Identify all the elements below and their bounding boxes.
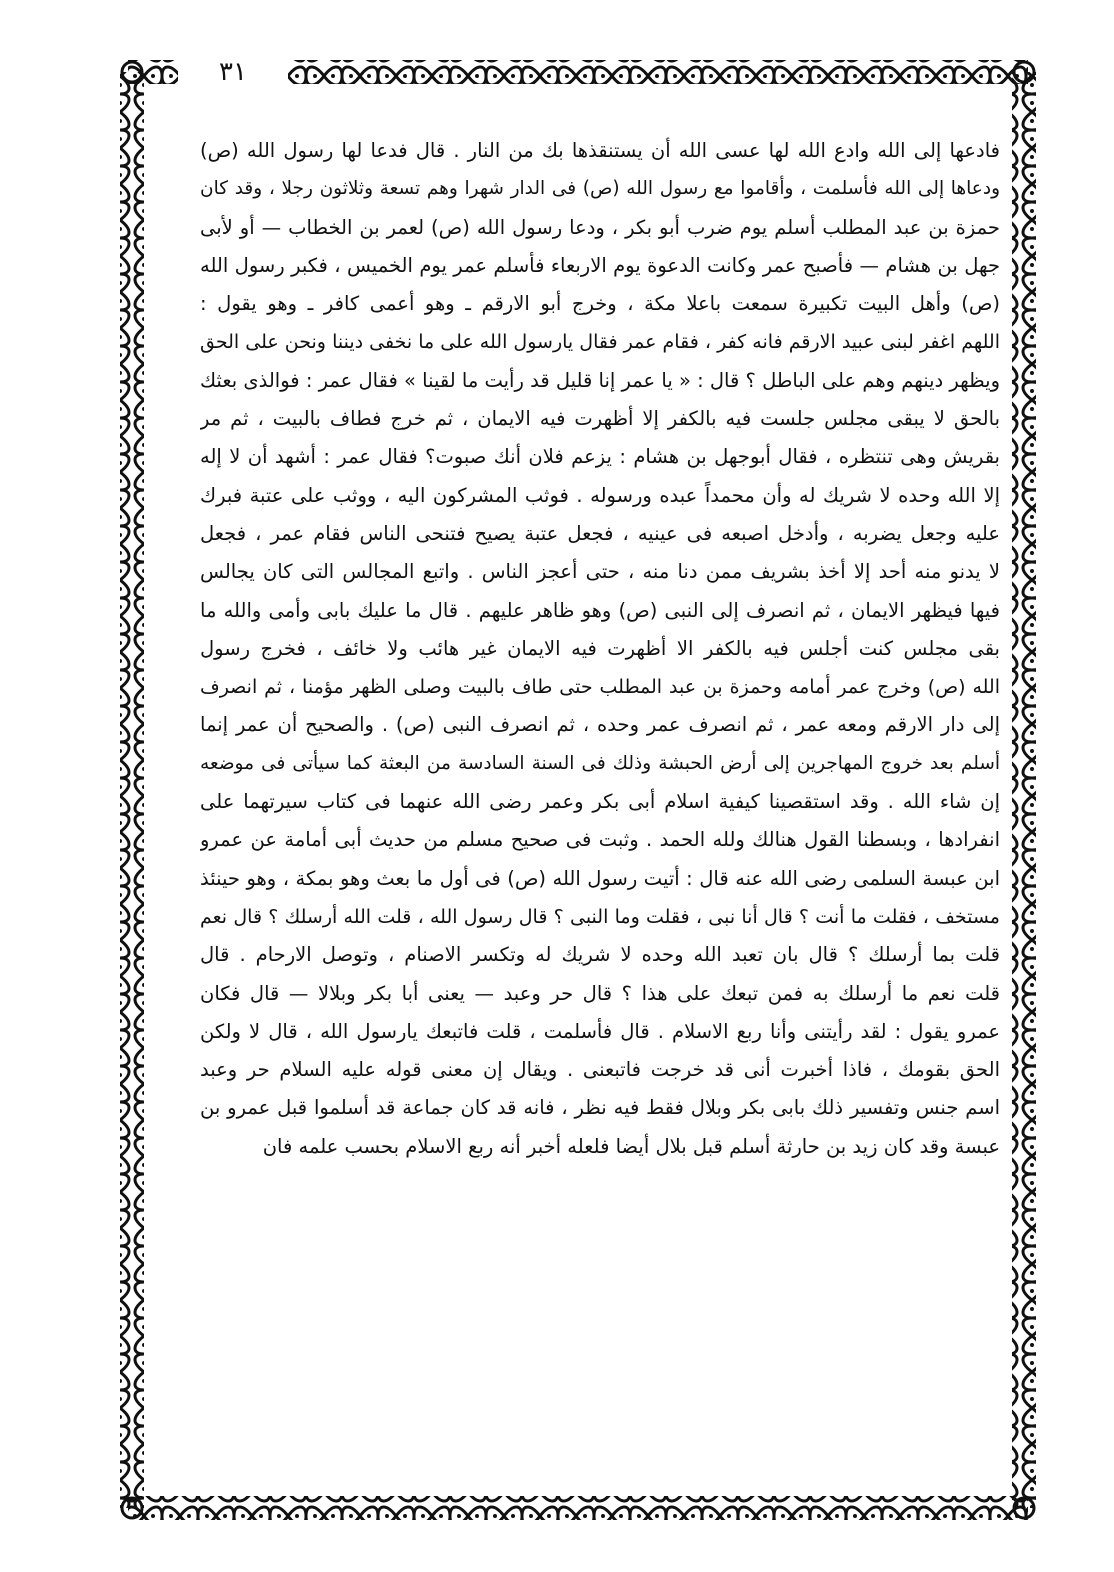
text-line: ابن عبسة السلمى رضى الله عنه قال : أتيت رسول الله (ص) فى أول ما بعث وهو بمكة ، وهو حينئذ: [200, 866, 1000, 890]
text-line: جهل بن هشام — فأصبح عمر وكانت الدعوة يوم الاربعاء فأسلم عمر يوم الخميس ، فكبر رسول الله: [200, 253, 1000, 277]
text-line: إن شاء الله . وقد استقصينا كيفية اسلام أبى بكر وعمر رضى الله عنهما فى كتاب سيرتهما على: [200, 790, 1000, 814]
text-line: قلت نعم ما أرسلك به فمن تبعك على هذا ؟ قال حر وعبد — يعنى أبا بكر وبلالا — قال فكان: [200, 981, 1000, 1005]
text-line: الله (ص) وخرج عمر أمامه وحمزة بن عبد المطلب حتى طاف بالبيت وصلى الظهر مؤمنا ، ثم انصرف: [200, 676, 1000, 699]
text-line: (ص) وأهل البيت تكبيرة سمعت باعلا مكة ، وخرج أبو الارقم ـ وهو أعمى كافر ـ وهو يقول :: [200, 292, 1000, 316]
text-line: بالحق لا يبقى مجلس جلست فيه بالكفر إلا أظهرت فيه الايمان ، ثم خرج فطاف بالبيت ، ثم مر: [200, 407, 1000, 431]
text-line: عبسة وقد كان زيد بن حارثة أسلم قبل بلال أيضا فلعله أخبر أنه ربع الاسلام بحسب علمه فان: [262, 1134, 1000, 1158]
text-line: ويظهر دينهم وهم على الباطل ؟ قال : « يا عمر إنا قليل قد رأيت ما لقينا » فقال عمر : فوالذى بعثك: [200, 368, 1000, 392]
text-line: بقريش وهى تنتظره ، فقال أبوجهل بن هشام : يزعم فلان أنك صبوت؟ فقال عمر : أشهد أن لا إله: [200, 445, 1000, 469]
text-line: مستخف ، فقلت ما أنت ؟ قال أنا نبى ، فقلت وما النبى ؟ قال رسول الله ، قلت الله أرسلك ؟ قال نعم: [200, 905, 1000, 928]
text-line: بقى مجلس كنت أجلس فيه بالكفر الا أظهرت فيه الايمان غير هائب ولا خائف ، فخرج رسول: [200, 636, 1000, 660]
text-line: اللهم اغفر لبنى عبيد الارقم فانه كفر ، فقام عمر فقال يارسول الله على ما نخفى ديننا ونحن على الحق: [200, 331, 1000, 354]
text-line: لا يدنو منه أحد إلا أخذ بشريف ممن دنا منه ، حتى أعجز الناس . واتبع المجالس التى كان يجالس: [200, 560, 1000, 584]
body-text: [200, 132, 1000, 1502]
text-line: ودعاها إلى الله فأسلمت ، وأقاموا مع رسول الله (ص) فى الدار شهرا وهم تسعة وثلاثون رجلا ، وقد كان: [200, 178, 1000, 200]
text-line: الحق بقومك ، فاذا أخبرت أنى قد خرجت فاتبعنى . ويقال إن معنى قوله عليه السلام حر وعبد: [200, 1058, 1000, 1082]
text-line: إلى دار الارقم ومعه عمر ، ثم انصرف عمر وحده ، ثم انصرف النبى (ص) . والصحيح أن عمر إنما: [200, 713, 1000, 737]
text-line: قلت بما أرسلك ؟ قال بان تعبد الله وحده لا شريك له وتكسر الاصنام ، وتوصل الارحام . قال: [200, 943, 1000, 967]
text-line: اسم جنس وتفسير ذلك بابى بكر وبلال فقط فيه نظر ، فانه قد كان جماعة قد أسلموا قبل عمرو بن: [200, 1096, 1000, 1120]
text-line: انفرادها ، وبسطنا القول هنالك ولله الحمد . وثبت فى صحيح مسلم من حديث أبى أمامة عن عمرو: [200, 828, 1000, 852]
text-line: عمرو يقول : لقد رأيتنى وأنا ربع الاسلام . قال فأسلمت ، قلت فاتبعك يارسول الله ، قال لا ولكن: [200, 1019, 1000, 1043]
text-line: إلا الله وحده لا شريك له وأن محمداً عبده ورسوله . فوثب المشركون اليه ، ووثب على عتبة فبرك: [200, 483, 1000, 507]
text-line: عليه وجعل يضربه ، وأدخل اصبعه فى عينيه ، فجعل عتبة يصيح فتنحى الناس فقام عمر ، فجعل: [200, 521, 1000, 545]
page-frame: [108, 40, 1048, 1540]
text-line: فادعها إلى الله وادع الله لها عسى الله أن يستنقذها بك من النار . قال فدعا لها رسول الله (ص): [200, 139, 1000, 162]
text-line: حمزة بن عبد المطلب أسلم يوم ضرب أبو بكر ، ودعا رسول الله (ص) لعمر بن الخطاب — أو لأبى: [200, 215, 1000, 239]
page-number: ٣١: [178, 50, 288, 94]
text-line: فيها فيظهر الايمان ، ثم انصرف إلى النبى (ص) وهو ظاهر عليهم . قال ما عليك بابى وأمى والله ما: [200, 598, 1000, 622]
text-line: أسلم بعد خروج المهاجرين إلى أرض الحبشة وذلك فى السنة السادسة من البعثة كما سيأتى فى موضعه: [200, 752, 1000, 774]
